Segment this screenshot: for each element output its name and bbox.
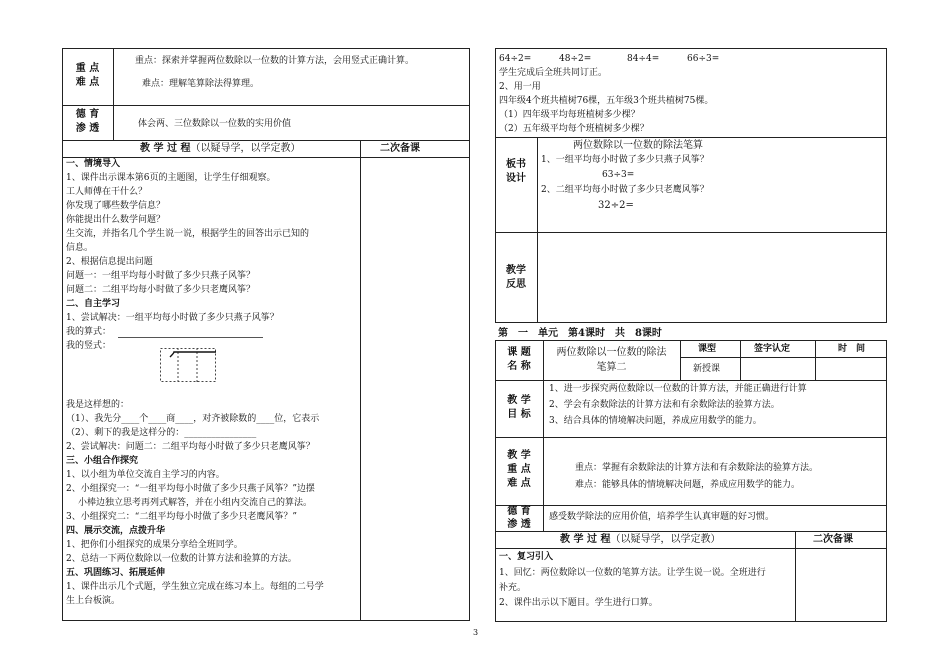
- right-difficulty-line: 难点：能够具体的情境解决问题，养成应用数学的能力。: [575, 480, 801, 490]
- time-label: 时 间: [838, 344, 866, 354]
- board-line-1: 1、一组平均每小时做了多少只燕子风筝？: [541, 155, 709, 165]
- focus-label: 重 点 难 点: [75, 63, 100, 88]
- goal-2: 2、学会有余数除法的计算方法和有余数除法的验算方法。: [549, 400, 780, 410]
- right-focus-line: 重点：掌握有余数除法的计算方法和有余数除法的验算方法。: [575, 463, 819, 473]
- moral-label: 德 育 渗 透: [75, 109, 100, 134]
- board-label: 板书 设计: [506, 159, 526, 184]
- board-line-4: 32÷2=: [598, 200, 634, 211]
- process-header: 教 学 过 程（以疑导学，以学定教）: [140, 143, 301, 154]
- type-value: 新授课: [693, 364, 721, 374]
- goal-3: 3、结合具体的情境解决问题，养成应用数学的能力。: [549, 416, 762, 426]
- type-label: 课型: [698, 344, 717, 354]
- right-moral-text: 感受数学除法的应用价值，培养学生认真审题的好习惯。: [549, 512, 775, 522]
- second-prep-header: 二次备课: [380, 143, 420, 154]
- title-label: 课 题 名 称: [507, 347, 531, 372]
- difficulty-line: 难点：理解笔算除法得算理。: [142, 79, 260, 89]
- goal-1: 1、进一步探究两位数除以一位数的计算方法，并能正确进行计算: [549, 384, 807, 394]
- unit-header: 第 一 单元 第4课时 共 8课时: [498, 328, 662, 339]
- sign-label: 签字认定: [754, 344, 791, 354]
- board-title: 两位数除以一位数的除法笔算: [573, 140, 703, 151]
- goal-label: 教 学 目 标: [507, 395, 531, 420]
- division-grid: [160, 348, 216, 382]
- moral-text: 体会两、三位数除以一位数的实用价值: [138, 119, 292, 129]
- right-focus-label: 教 学 重 点 难 点: [507, 450, 531, 489]
- focus-line: 重点：探索并掌握两位数除以一位数的计算方法，会用竖式正确计算。: [135, 56, 415, 66]
- page-number: 3: [473, 628, 479, 637]
- right-process-header: 教 学 过 程（以疑导学，以学定教）: [560, 534, 721, 545]
- board-line-3: 2、二组平均每小时做了多少只老鹰风筝？: [541, 185, 709, 195]
- right-second-prep-header: 二次备课: [813, 534, 853, 545]
- lesson-title: 两位数除以一位数的除法 笔算二: [556, 347, 667, 373]
- reflect-label: 教学 反思: [506, 265, 526, 290]
- right-moral-label: 德 育 渗 透: [507, 506, 531, 530]
- board-line-2: 63÷3=: [602, 170, 635, 180]
